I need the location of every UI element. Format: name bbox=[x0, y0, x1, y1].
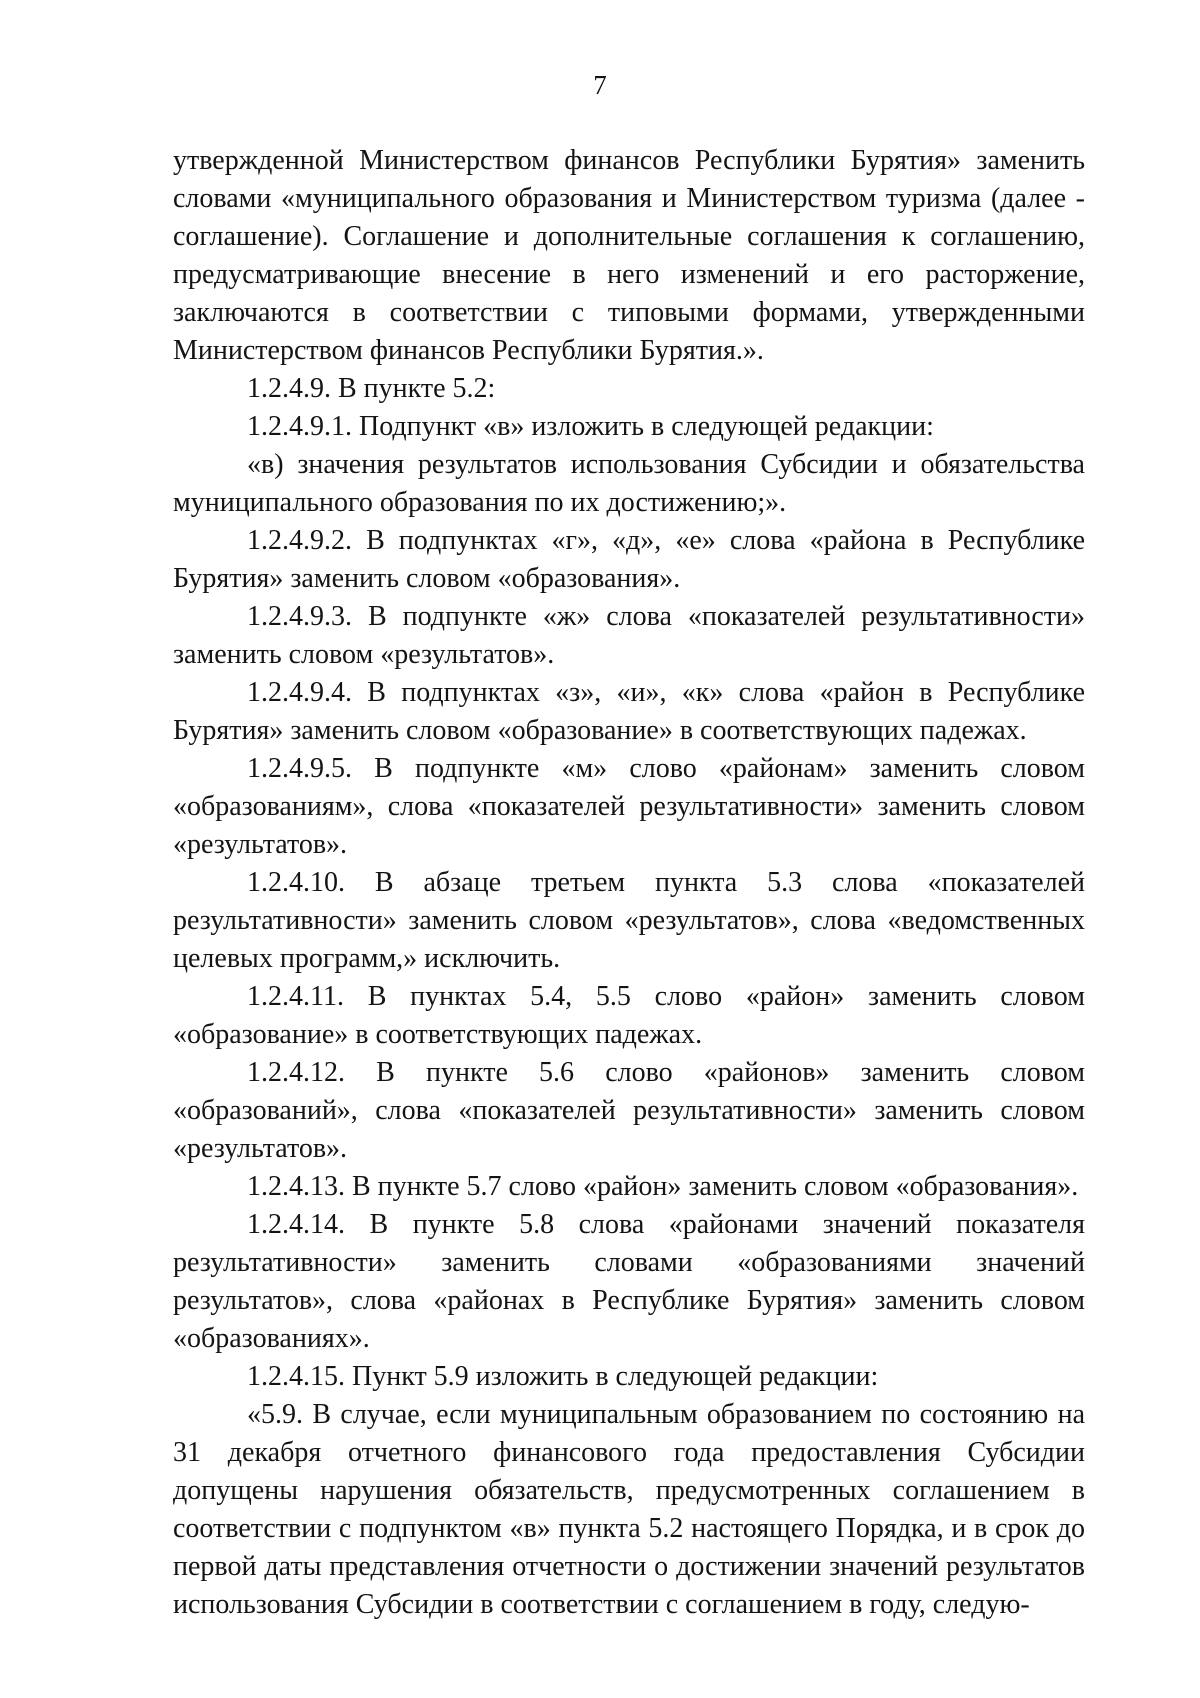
paragraph-1-2-4-9: 1.2.4.9. В пункте 5.2: bbox=[247, 373, 496, 404]
document-body bbox=[173, 142, 1085, 1624]
paragraph-1-2-4-11: 1.2.4.11. В пунктах 5.4, 5.5 слово «район» заменить словом «образование» в соответствующих падежах. bbox=[173, 981, 1085, 1050]
paragraph-1-2-4-9-1: 1.2.4.9.1. Подпункт «в» изложить в следующей редакции: bbox=[247, 411, 934, 442]
paragraph-1-2-4-15: 1.2.4.15. Пункт 5.9 изложить в следующей редакции: bbox=[247, 1361, 879, 1392]
paragraph-continuation: утвержденной Министерством финансов Республики Бурятия» заменить словами «муниципального образования и Министерством туризма (далее - соглашение). Соглашение и дополнительные соглашения к соглашению, предусматривающие внесение в него изменений и его расторжение, заключаются в соответствии с типовыми формами, утвержденными Министерством финансов Республики Бурятия.». bbox=[173, 145, 1085, 366]
paragraph-1-2-4-12: 1.2.4.12. В пункте 5.6 слово «районов» заменить словом «образований», слова «показателей результативности» заменить словом «результатов». bbox=[173, 1057, 1085, 1164]
paragraph-subpoint-v: «в) значения результатов использования Субсидии и обязательства муниципального образования по их достижению;». bbox=[173, 449, 1085, 518]
paragraph-1-2-4-13: 1.2.4.13. В пункте 5.7 слово «район» заменить словом «образования». bbox=[247, 1171, 1079, 1202]
paragraph-1-2-4-14: 1.2.4.14. В пункте 5.8 слова «районами значений показателя результативности» заменить словами «образованиями значений результатов», слова «районах в Республике Бурятия» заменить словом «образованиях». bbox=[173, 1209, 1085, 1354]
paragraph-1-2-4-9-5: 1.2.4.9.5. В подпункте «м» слово «районам» заменить словом «образованиям», слова «показателей результативности» заменить словом «результатов». bbox=[173, 753, 1085, 860]
paragraph-1-2-4-9-4: 1.2.4.9.4. В подпунктах «з», «и», «к» слова «район в Республике Бурятия» заменить словом «образование» в соответствующих падежах. bbox=[173, 677, 1085, 746]
paragraph-1-2-4-9-2: 1.2.4.9.2. В подпунктах «г», «д», «е» слова «района в Республике Бурятия» заменить словом «образования». bbox=[173, 525, 1085, 594]
page-number: 7 bbox=[593, 70, 607, 100]
paragraph-1-2-4-9-3: 1.2.4.9.3. В подпункте «ж» слова «показателей результативности» заменить словом «результатов». bbox=[173, 601, 1085, 670]
paragraph-point-5-9: «5.9. В случае, если муниципальным образованием по состоянию на 31 декабря отчетного финансового года предоставления Субсидии допущены нарушения обязательств, предусмотренных соглашением в соответствии с подпунктом «в» пункта 5.2 настоящего Порядка, и в срок до первой даты представления отчетности о достижении значений результатов использования Субсидии в соответствии с соглашением в году, следую- bbox=[173, 1399, 1085, 1620]
paragraph-1-2-4-10: 1.2.4.10. В абзаце третьем пункта 5.3 слова «показателей результативности» заменить словом «результатов», слова «ведомственных целевых программ,» исключить. bbox=[173, 867, 1085, 974]
